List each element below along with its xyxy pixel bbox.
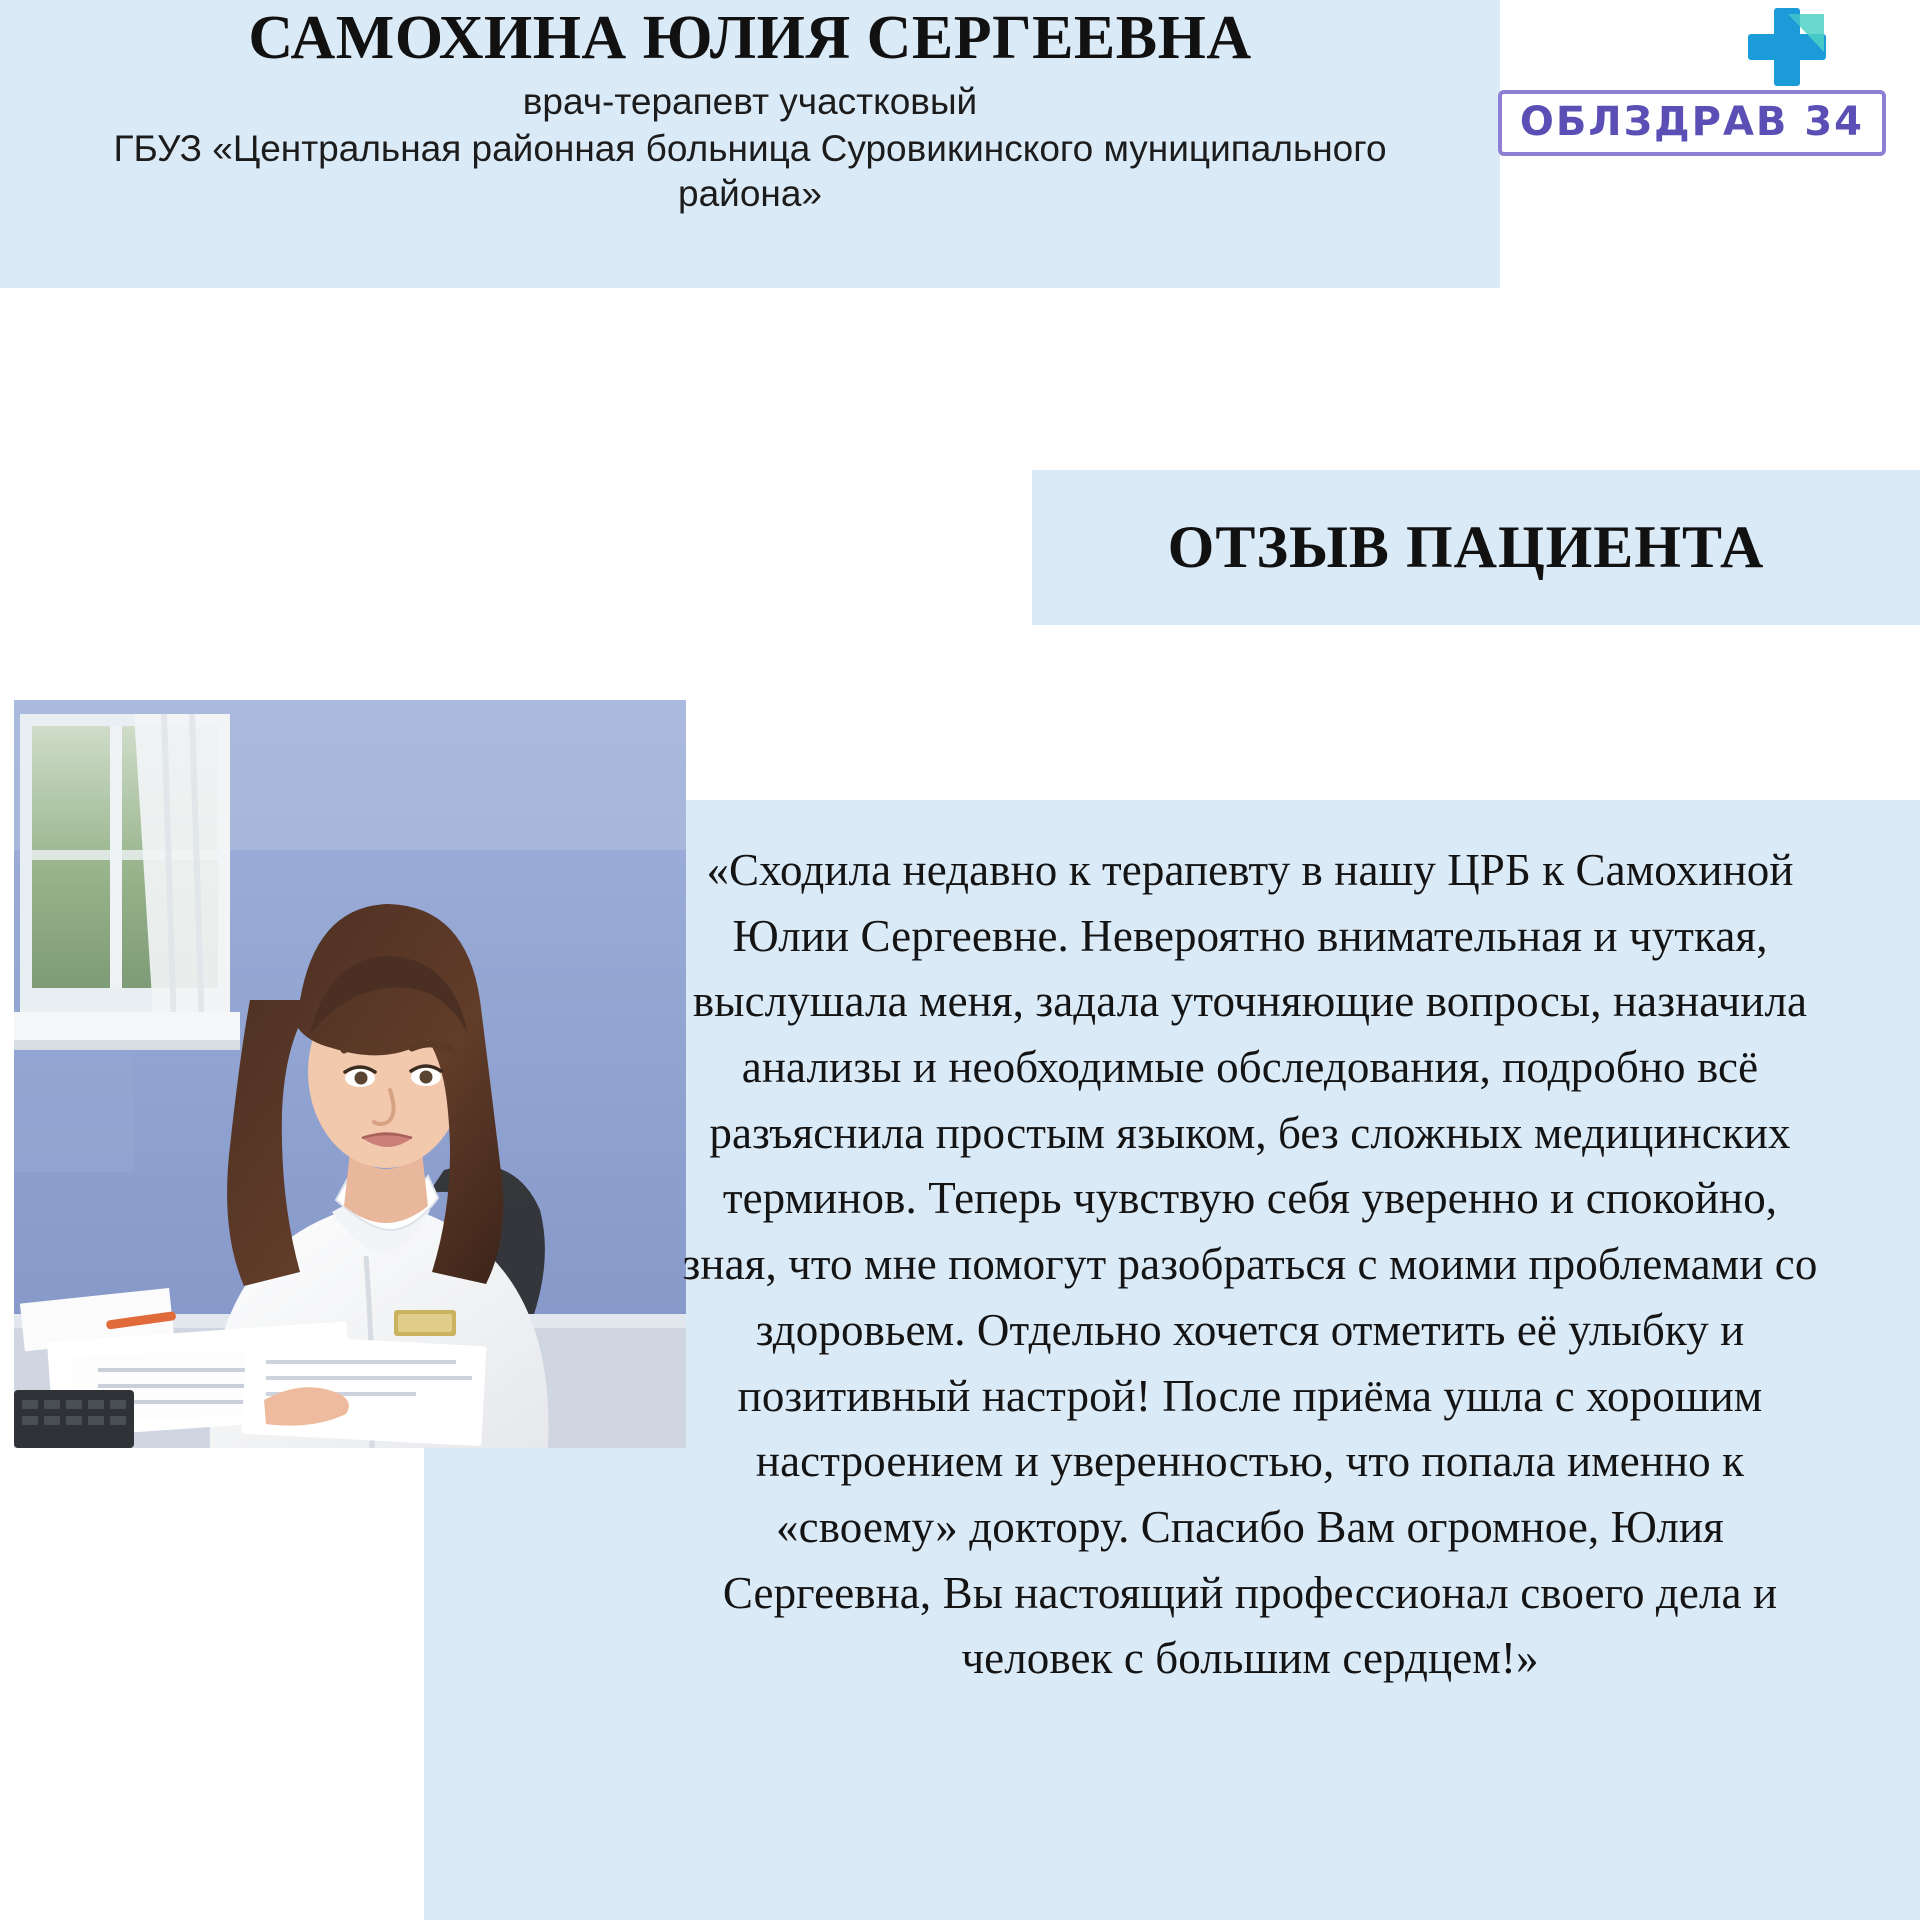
medical-cross-icon [1744,8,1830,86]
patient-review-text: «Сходила недавно к терапевту в нашу ЦРБ к Самохиной Юлии Сергеевне. Невероятно внимательная и чуткая, выслушала меня, задала уточняющие вопросы, назначила анализы и необходимые обследования, подробно всё разъяснила простым языком, без сложных медицинских терминов. Теперь чувствую себя уверенно и спокойно, зная, что мне помогут разобраться с моими проблемами со здоровьем. Отдельно хочется отметить её улыбку и позитивный настрой! После приёма ушла с хорошим настроением и уверенностью, что попала именно к «своему» доктору. Спасибо Вам огромное, Юлия Сергеевна, Вы настоящий профессионал своего дела и человек с большим сердцем!» [682,845,1818,1684]
review-section-title: ОТЗЫВ ПАЦИЕНТА [1167,514,1765,580]
page-title: САМОХИНА ЮЛИЯ СЕРГЕЕВНА [248,4,1252,72]
doctor-organization: ГБУЗ «Центральная районная больница Суровикинского муниципального района» [113,128,1387,215]
logo-badge-label: ОБЛЗДРАВ 34 [1519,99,1864,145]
header-text-block [0,6,1500,216]
logo [1486,8,1886,178]
header-band [0,0,1500,288]
review-title-band [1032,470,1920,625]
doctor-role: врач-терапевт участковый [522,81,978,123]
logo-badge [1498,90,1886,156]
doctor-photo [14,700,686,1448]
